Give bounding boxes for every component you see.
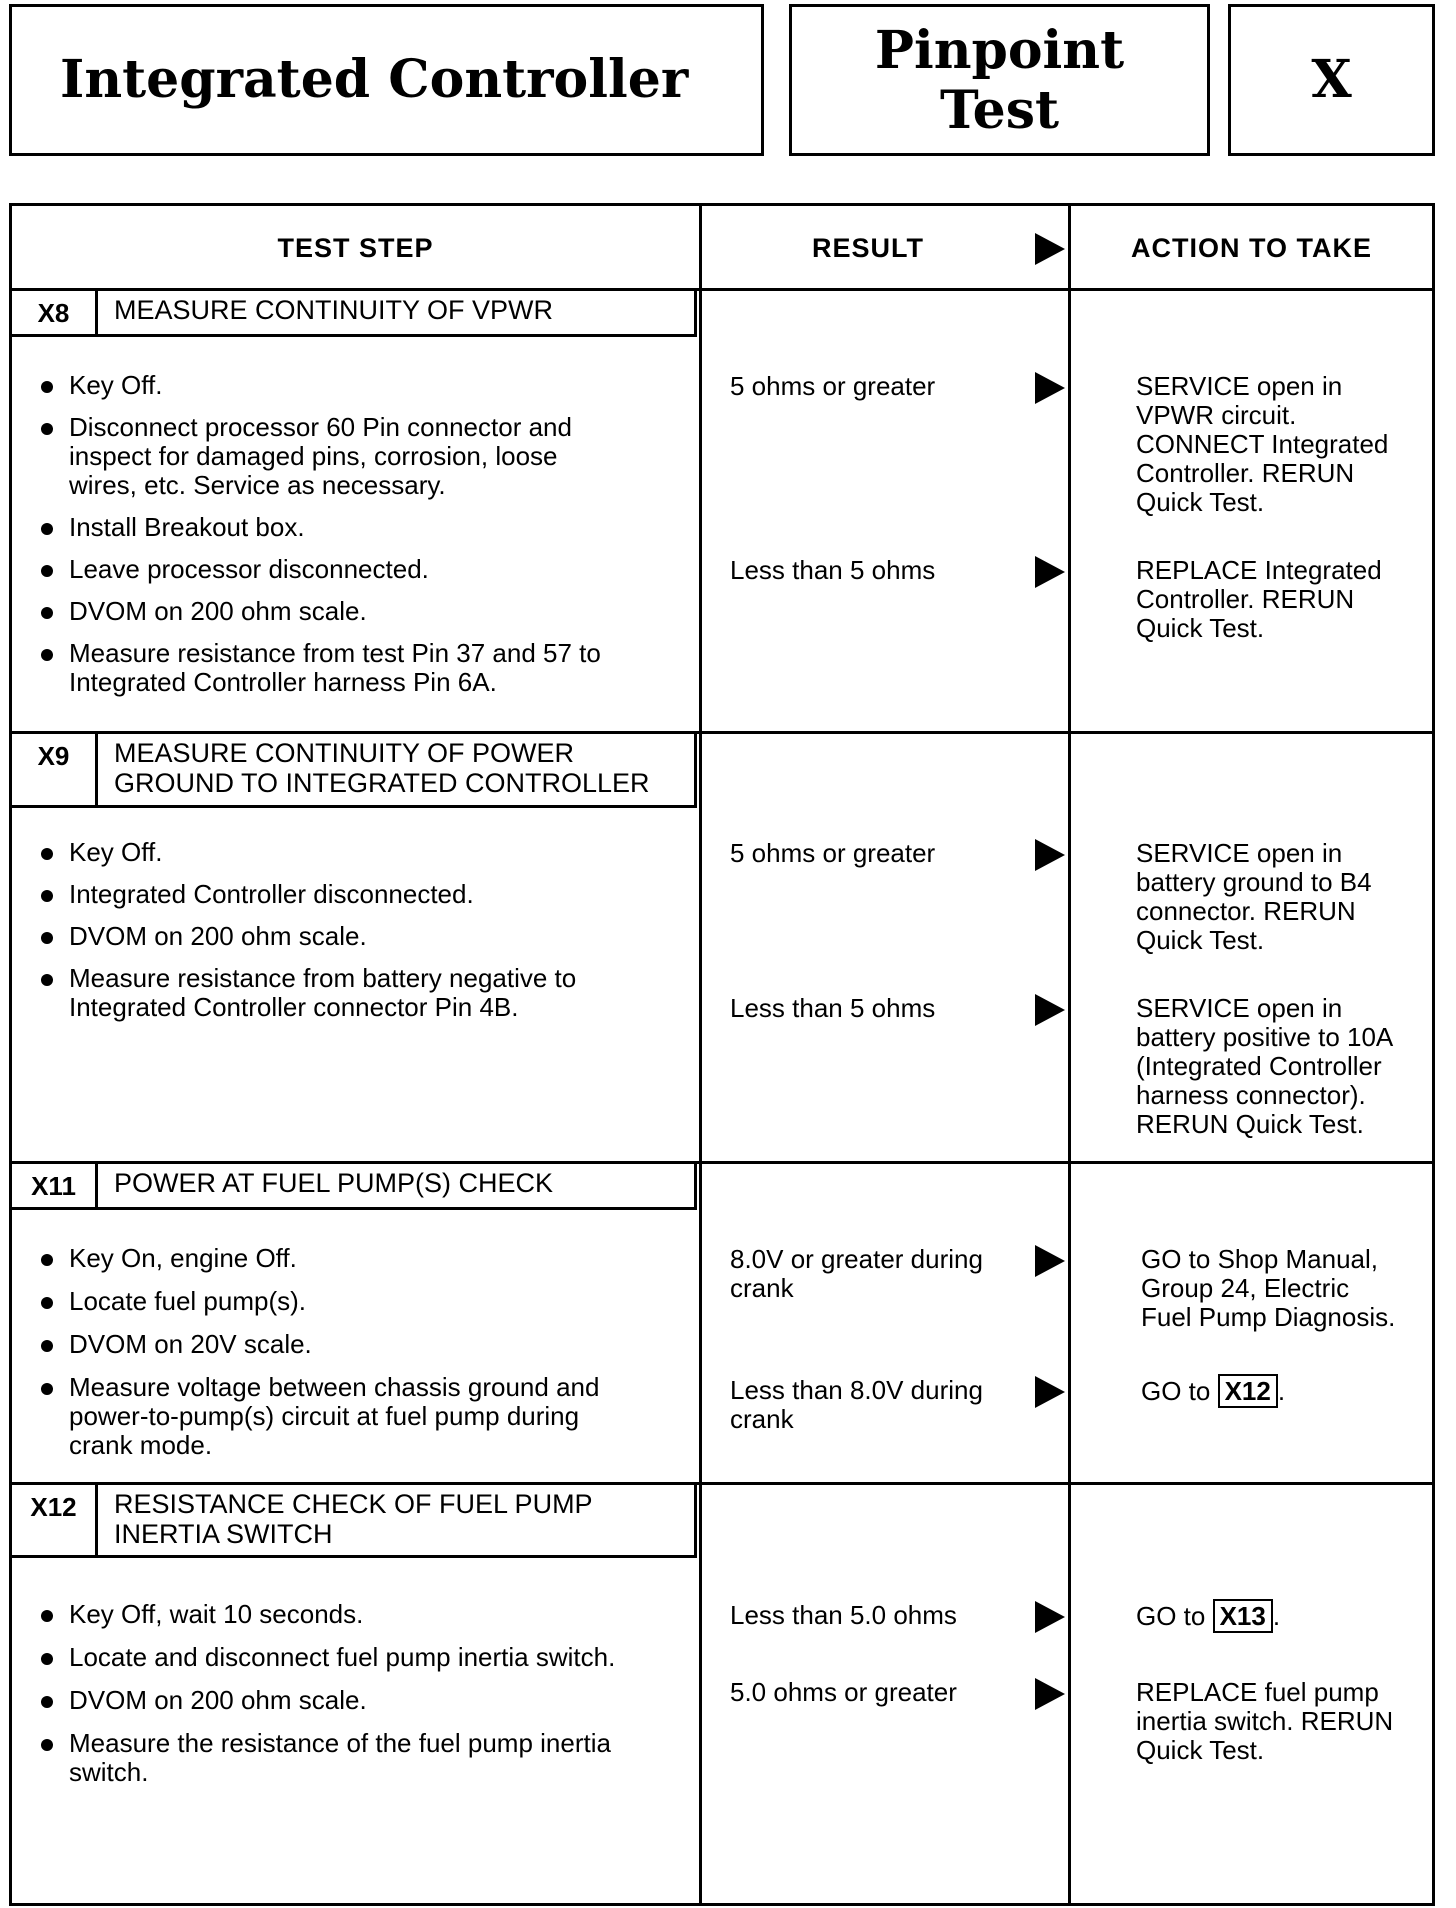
step-list-x9 (39, 838, 689, 1022)
test-code: X (1311, 49, 1352, 110)
list-item: Disconnect processor 60 Pin connector and inspect for damaged pins, corrosion, loose wires, etc. Service as necessary. (39, 413, 689, 500)
step-reference-x13[interactable]: X13 (1213, 1599, 1273, 1633)
list-item: DVOM on 200 ohm scale. (39, 922, 689, 951)
page-title: Integrated Controller (60, 49, 689, 110)
arrow-right-icon (1035, 1601, 1065, 1633)
action-text: REPLACE Integrated Controller. RERUN Quick Test. (1136, 555, 1382, 643)
step-header-x12 (12, 1482, 697, 1558)
action-suffix: . (1277, 1376, 1286, 1406)
step-header-x8 (12, 288, 697, 337)
header-title-box (9, 4, 764, 156)
result-text: 8.0V or greater during crank (730, 1244, 983, 1303)
arrow-right-icon (1035, 556, 1065, 588)
action-text: GO to Shop Manual, Group 24, Electric Fuel Pump Diagnosis. (1141, 1244, 1396, 1332)
column-header-action: ACTION TO TAKE (1131, 233, 1372, 263)
action-text (1136, 1599, 1280, 1633)
step-header-x9 (12, 731, 697, 808)
result-text: Less than 5.0 ohms (730, 1600, 957, 1630)
arrow-right-icon (1035, 1678, 1065, 1710)
step-list-x12 (39, 1600, 689, 1787)
step-header-x11 (12, 1161, 697, 1210)
list-item: Key On, engine Off. (39, 1244, 689, 1273)
result-text: 5.0 ohms or greater (730, 1677, 957, 1707)
header-code-box (1228, 4, 1435, 156)
list-item: Measure voltage between chassis ground and power-to-pump(s) circuit at fuel pump during crank mode. (39, 1373, 689, 1460)
list-item: Measure resistance from battery negative to Integrated Controller connector Pin 4B. (39, 964, 689, 1022)
list-item: Key Off. (39, 838, 689, 867)
list-item: Integrated Controller disconnected. (39, 880, 689, 909)
action-text (1141, 1374, 1285, 1408)
step-reference-x12[interactable]: X12 (1218, 1374, 1278, 1408)
arrow-right-icon (1035, 233, 1065, 265)
step-list-x11 (39, 1244, 689, 1460)
action-text: SERVICE open in battery positive to 10A (Integrated Controller harness connector). RERUN Quick Test. (1136, 993, 1394, 1139)
column-header-test-step: TEST STEP (277, 233, 434, 263)
list-item: DVOM on 20V scale. (39, 1330, 689, 1359)
list-item: DVOM on 200 ohm scale. (39, 1686, 689, 1715)
header-pinpoint-box (789, 4, 1210, 156)
list-item: Leave processor disconnected. (39, 555, 689, 584)
action-text: SERVICE open in battery ground to B4 connector. RERUN Quick Test. (1136, 838, 1372, 955)
action-text: SERVICE open in VPWR circuit. CONNECT Integrated Controller. RERUN Quick Test. (1136, 371, 1389, 517)
pinpoint-test-table (9, 203, 1435, 1906)
list-item: Measure the resistance of the fuel pump inertia switch. (39, 1729, 689, 1787)
step-title: POWER AT FUEL PUMP(S) CHECK (114, 1168, 554, 1198)
result-text: 5 ohms or greater (730, 838, 936, 868)
result-text: Less than 8.0V during crank (730, 1375, 983, 1434)
action-suffix: . (1272, 1601, 1281, 1631)
step-number: X9 (12, 734, 98, 805)
result-text: 5 ohms or greater (730, 371, 936, 401)
column-header-result: RESULT (812, 233, 924, 263)
step-title: MEASURE CONTINUITY OF VPWR (114, 295, 554, 325)
pinpoint-test-label: Pinpoint Test (874, 20, 1125, 141)
action-text: REPLACE fuel pump inertia switch. RERUN Quick Test. (1136, 1677, 1394, 1765)
action-prefix: GO to (1141, 1376, 1218, 1406)
step-title: RESISTANCE CHECK OF FUEL PUMP INERTIA SWITCH (114, 1489, 593, 1549)
step-number: X12 (12, 1485, 98, 1555)
result-text: Less than 5 ohms (730, 993, 936, 1023)
list-item: Locate and disconnect fuel pump inertia switch. (39, 1643, 689, 1672)
column-divider (699, 206, 702, 1906)
list-item: Key Off. (39, 371, 689, 400)
action-prefix: GO to (1136, 1601, 1213, 1631)
step-number: X11 (12, 1164, 98, 1207)
column-divider (1068, 206, 1071, 1906)
list-item: DVOM on 200 ohm scale. (39, 597, 689, 626)
step-list-x8 (39, 371, 689, 697)
arrow-right-icon (1035, 372, 1065, 404)
list-item: Install Breakout box. (39, 513, 689, 542)
step-number: X8 (12, 291, 98, 334)
list-item: Measure resistance from test Pin 37 and 57 to Integrated Controller harness Pin 6A. (39, 639, 689, 697)
arrow-right-icon (1035, 1245, 1065, 1277)
arrow-right-icon (1035, 839, 1065, 871)
list-item: Key Off, wait 10 seconds. (39, 1600, 689, 1629)
arrow-right-icon (1035, 994, 1065, 1026)
arrow-right-icon (1035, 1376, 1065, 1408)
result-text: Less than 5 ohms (730, 555, 936, 585)
list-item: Locate fuel pump(s). (39, 1287, 689, 1316)
step-title: MEASURE CONTINUITY OF POWER GROUND TO INTEGRATED CONTROLLER (114, 738, 650, 798)
